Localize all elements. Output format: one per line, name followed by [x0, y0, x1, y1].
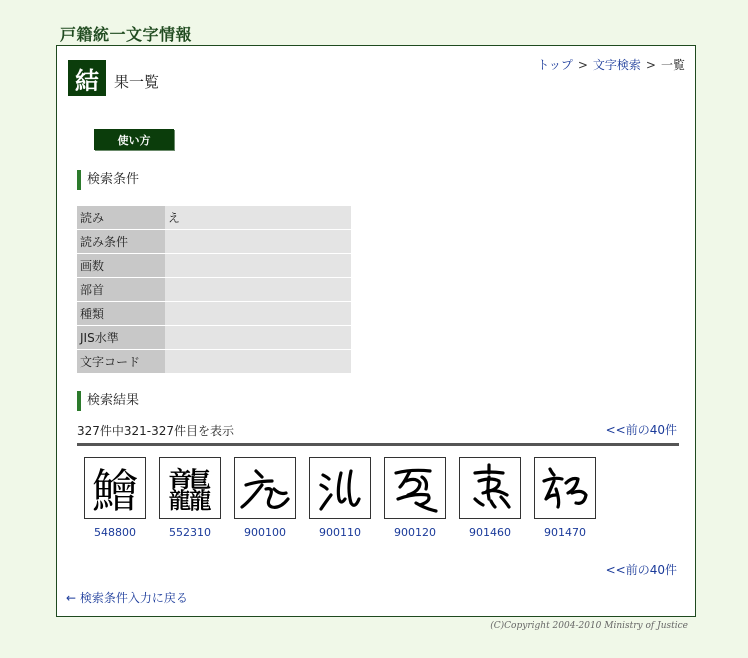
svg-text:鱠: 鱠 [92, 464, 138, 517]
condition-value [165, 278, 351, 301]
breadcrumb-separator: > [577, 58, 588, 72]
hentaigana-glyph-icon [536, 459, 594, 517]
list-item [159, 457, 221, 539]
condition-label: JIS水準 [77, 326, 165, 349]
character-glyph-image[interactable] [159, 457, 221, 519]
table-row [77, 302, 351, 325]
character-glyph-image[interactable] [384, 457, 446, 519]
breadcrumb-current: 一覧 [660, 58, 685, 72]
hentaigana-glyph-icon [236, 459, 294, 517]
table-row [77, 278, 351, 301]
page-title [68, 60, 159, 96]
condition-label: 部首 [77, 278, 165, 301]
search-results-heading: 検索結果 [77, 391, 139, 411]
results-divider [77, 443, 679, 446]
back-to-search-link[interactable]: ← 検索条件入力に戻る [66, 591, 188, 605]
table-row [77, 230, 351, 253]
list-item [309, 457, 371, 539]
breadcrumb [537, 56, 685, 73]
character-glyph-image[interactable] [534, 457, 596, 519]
hentaigana-glyph-icon [311, 459, 369, 517]
character-glyph-image[interactable] [309, 457, 371, 519]
hentaigana-glyph-icon [461, 459, 519, 517]
page-title-rest: 果一覧 [114, 73, 160, 91]
condition-value [165, 326, 351, 349]
table-row [77, 254, 351, 277]
character-code-link[interactable]: 548800 [94, 526, 136, 539]
howto-button[interactable]: 使い方 [94, 129, 174, 150]
condition-label: 読み [77, 206, 165, 229]
search-conditions-heading: 検索条件 [77, 170, 139, 190]
page-title-first-char: 結 [68, 60, 106, 96]
kanji-glyph-icon [161, 459, 219, 517]
prev-40-link-top[interactable]: <<前の40件 [605, 423, 677, 437]
table-row [77, 206, 351, 229]
table-row [77, 326, 351, 349]
result-count: 327件中321-327件目を表示 [77, 424, 235, 438]
list-item [534, 457, 596, 539]
condition-label: 画数 [77, 254, 165, 277]
kanji-glyph-icon [86, 459, 144, 517]
character-code-link[interactable]: 900110 [319, 526, 361, 539]
list-item [84, 457, 146, 539]
condition-value [165, 230, 351, 253]
svg-text:龘: 龘 [167, 464, 213, 517]
breadcrumb-separator: > [645, 58, 656, 72]
character-code-link[interactable]: 900100 [244, 526, 286, 539]
character-glyph-image[interactable] [84, 457, 146, 519]
main-panel [56, 45, 696, 617]
condition-value: え [165, 206, 351, 229]
condition-label: 種類 [77, 302, 165, 325]
table-row [77, 350, 351, 373]
condition-label: 読み条件 [77, 230, 165, 253]
search-conditions-table [77, 205, 351, 374]
condition-value [165, 302, 351, 325]
character-code-link[interactable]: 552310 [169, 526, 211, 539]
character-glyph-image[interactable] [459, 457, 521, 519]
character-code-link[interactable]: 900120 [394, 526, 436, 539]
condition-value [165, 254, 351, 277]
result-character-grid [84, 457, 609, 539]
condition-value [165, 350, 351, 373]
character-code-link[interactable]: 901460 [469, 526, 511, 539]
list-item [384, 457, 446, 539]
breadcrumb-search-link[interactable]: 文字検索 [592, 58, 641, 72]
list-item [459, 457, 521, 539]
copyright: (C)Copyright 2004-2010 Ministry of Justice [490, 621, 688, 631]
breadcrumb-top-link[interactable]: トップ [537, 58, 573, 72]
prev-40-link-bottom[interactable]: <<前の40件 [605, 563, 677, 577]
hentaigana-glyph-icon [386, 459, 444, 517]
character-glyph-image[interactable] [234, 457, 296, 519]
list-item [234, 457, 296, 539]
character-code-link[interactable]: 901470 [544, 526, 586, 539]
condition-label: 文字コード [77, 350, 165, 373]
site-title: 戸籍統一文字情報 [60, 25, 193, 44]
